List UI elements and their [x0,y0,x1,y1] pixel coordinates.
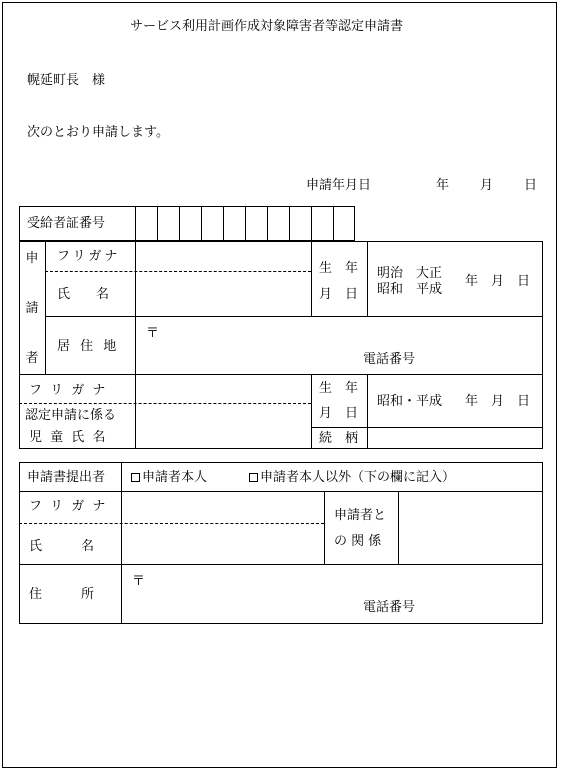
submitter-furigana-input[interactable] [122,492,324,523]
submitter-furigana-label: フ リ ガ ナ [29,499,108,514]
recipient-number-input[interactable] [136,207,354,240]
submitter-postal-mark: 〒 [132,574,146,589]
child-label-1: 認定申請に係る [25,408,117,423]
child-name-input[interactable] [136,404,311,449]
child-birth-ymd: 年 月 日 [465,394,531,409]
applicant-address-input[interactable] [136,317,543,374]
applicant-address-label: 居 住 地 [57,339,120,354]
application-form-page [2,2,557,768]
checkbox-other[interactable] [249,473,258,482]
submitter-name-label: 氏 名 [29,539,95,554]
form-title: サービス利用計画作成対象障害者等認定申請書 [130,19,404,34]
recipient-number-label: 受給者証番号 [27,216,106,231]
date-month-label: 月 [480,178,494,193]
applicant-postal-mark: 〒 [146,326,160,341]
applicant-furigana-label: フリガナ [57,249,121,264]
application-date-label: 申請年月日 [306,178,372,193]
applicant-birth-ymd: 年 月 日 [465,274,531,289]
submitter-address-input[interactable] [122,565,543,624]
submitter-label: 申請書提出者 [27,470,106,485]
submitter-relation-label-2: の 関 係 [334,534,382,549]
child-furigana-label: フ リ ガ ナ [29,383,108,398]
submitter-address-label: 住 所 [29,587,95,602]
submitter-relation-input[interactable] [399,492,543,564]
child-era: 昭和・平成 [377,394,443,409]
date-year-label: 年 [436,178,450,193]
applicant-side-label: 申 請 者 [25,251,39,366]
applicant-birth-label-1: 生 年 [319,261,359,276]
child-birth-label-1: 生 年 [319,381,359,396]
child-birth-label-2: 月 日 [319,406,359,421]
applicant-phone-label: 電話番号 [363,352,416,367]
child-relation-input[interactable] [368,428,543,449]
intro-text: 次のとおり申請します。 [27,125,169,140]
date-day-label: 日 [524,178,538,193]
era-showa-heisei: 昭和 平成 [377,282,443,297]
child-relation-label: 続 柄 [319,431,359,446]
applicant-furigana-input[interactable] [136,242,311,271]
era-meiji-taisho: 明治 大正 [377,266,443,281]
submitter-name-input[interactable] [122,524,324,564]
submitter-phone-label: 電話番号 [363,600,416,615]
applicant-name-label: 氏 名 [57,287,110,302]
applicant-name-input[interactable] [136,272,311,316]
submitter-relation-label-1: 申請者と [334,508,387,523]
applicant-birthdate-input[interactable] [368,242,543,316]
checkbox-self[interactable] [131,473,140,482]
submitter-option-self[interactable]: 申請者本人 [131,470,207,485]
addressee: 幌延町長 様 [27,73,106,88]
child-birthdate-input[interactable] [368,375,543,427]
child-furigana-input[interactable] [136,375,311,403]
child-label-2: 児 童 氏 名 [29,430,108,445]
submitter-option-other[interactable]: 申請者本人以外（下の欄に記入） [249,470,455,485]
applicant-birth-label-2: 月 日 [319,287,359,302]
